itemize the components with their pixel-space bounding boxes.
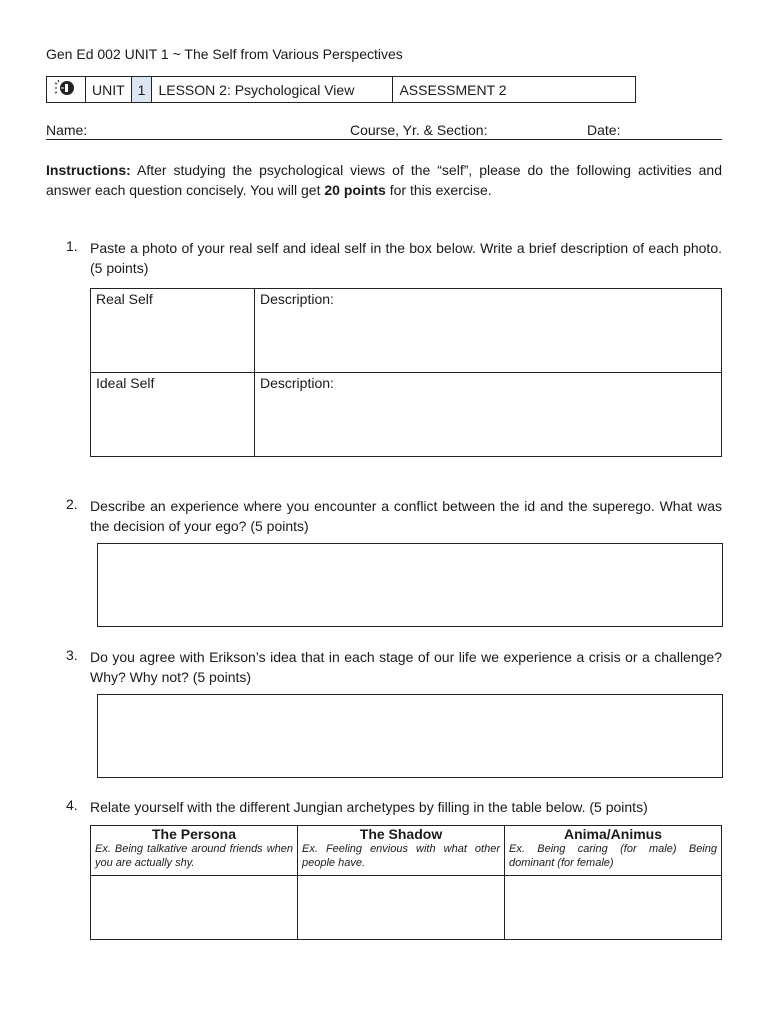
anima-animus-answer-cell[interactable] <box>505 876 722 940</box>
instructions-points: 20 points <box>324 182 386 198</box>
ideal-self-description[interactable]: Description: <box>255 373 722 457</box>
shadow-example: Ex. Feeling envious with what other people have. <box>302 843 500 869</box>
assessment-title: ASSESSMENT 2 <box>393 77 636 103</box>
persona-answer-cell[interactable] <box>91 876 298 940</box>
shadow-answer-cell[interactable] <box>298 876 505 940</box>
anima-animus-header <box>505 826 722 876</box>
date-field-label[interactable]: Date: <box>587 122 621 138</box>
lesson-title: LESSON 2: Psychological View <box>152 77 393 103</box>
anima-animus-title: Anima/Animus <box>563 826 662 842</box>
answer-box-2[interactable] <box>97 543 723 627</box>
brain-icon-cell <box>47 77 86 103</box>
unit-number: 1 <box>131 77 152 103</box>
question-1-text: Paste a photo of your real self and ideal self in the box below. Write a brief description of each photo. (5 points) <box>90 240 722 276</box>
shadow-header <box>298 826 505 876</box>
persona-header <box>91 826 298 876</box>
instructions-lead: Instructions: <box>46 162 131 178</box>
persona-example: Ex. Being talkative around friends when you are actually shy. <box>95 843 293 869</box>
question-3-text: Do you agree with Erikson’s idea that in each stage of our life we experience a crisis or a challenge? Why? Why not? (5 points) <box>90 649 722 685</box>
question-4-text: Relate yourself with the different Jungian archetypes by filling in the table below. (5 points) <box>90 799 648 815</box>
self-photo-table <box>90 288 722 457</box>
ideal-self-row <box>91 373 722 457</box>
archetypes-answer-row <box>91 876 722 940</box>
question-2-text: Describe an experience where you encounter a conflict between the id and the superego. What was the decision of your ego? (5 points) <box>90 498 722 534</box>
real-self-label: Real Self <box>91 289 255 373</box>
question-2-number: 2. <box>66 496 78 512</box>
answer-box-3[interactable] <box>97 694 723 778</box>
question-4-number: 4. <box>66 797 78 813</box>
archetypes-table <box>90 825 722 940</box>
archetypes-header-row <box>91 826 722 876</box>
instructions-text-2: for this exercise. <box>385 182 492 198</box>
instructions-text-1: After studying the psychological views of the “self”, please do the following activities and answer each question concisely. You will get <box>46 162 722 198</box>
student-info-line <box>46 122 722 140</box>
real-self-description[interactable]: Description: <box>255 289 722 373</box>
question-1-number: 1. <box>66 238 78 254</box>
question-3-number: 3. <box>66 647 78 663</box>
real-self-row <box>91 289 722 373</box>
brain-icon <box>53 79 77 100</box>
anima-animus-example: Ex. Being caring (for male) Being dominant (for female) <box>509 843 717 869</box>
shadow-title: The Shadow <box>359 826 443 842</box>
document-title: Gen Ed 002 UNIT 1 ~ The Self from Various Perspectives <box>46 46 403 62</box>
course-field-label[interactable]: Course, Yr. & Section: <box>350 122 488 138</box>
instructions <box>46 160 722 200</box>
unit-label: UNIT <box>86 77 132 103</box>
name-field-label[interactable]: Name: <box>46 122 88 138</box>
persona-title: The Persona <box>151 826 237 842</box>
unit-header-table <box>46 76 636 103</box>
ideal-self-label: Ideal Self <box>91 373 255 457</box>
